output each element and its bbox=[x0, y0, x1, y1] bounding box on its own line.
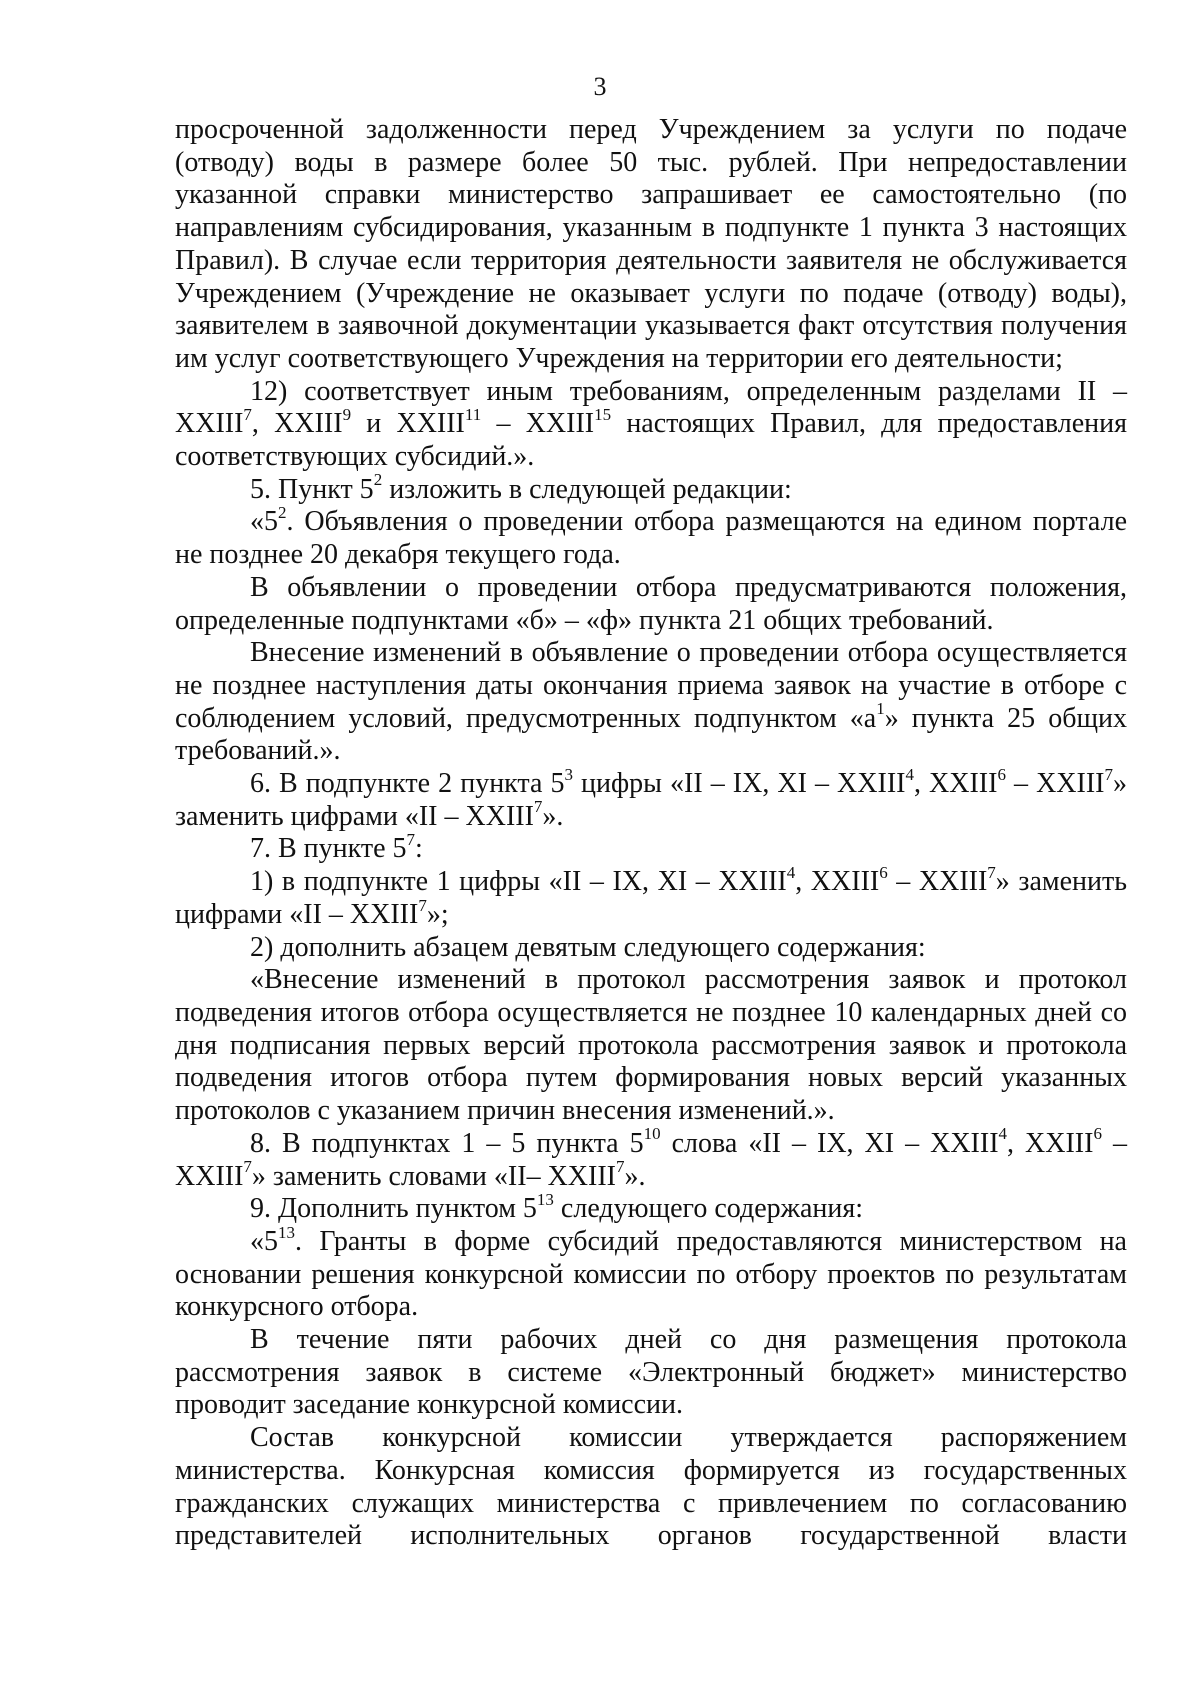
text-segment: просроченной задолженности перед Учреждением за услуги по подаче (отводу) воды в размере более 50 тыс. рублей. При непредоставлении указанной справки министерство запрашивает ее самостоятельно (по направлениям субсидирования, указанным в подпункте 1 пункта 3 настоящих Правил). В случае если территория деятельности заявителя не обслуживается Учреждением (Учреждение не оказывает услуги по подаче (отводу) воды), заявителем в заявочной документации указывается факт отсутствия получения им услуг соответствующего Учреждения на территории его деятельности; bbox=[175, 114, 1127, 374]
paragraph-p4 bbox=[175, 503, 1127, 571]
text-segment: 2) дополнить абзацем девятым следующего содержания: bbox=[250, 931, 926, 963]
superscript: 7 bbox=[243, 1157, 252, 1177]
text-segment: Состав конкурсной комиссии утверждается распоряжением министерства. Конкурсная комиссия формируется из государственных гражданских служащих министерства с привлечением по согласованию представителей исполнительных органов государственной власти bbox=[175, 1422, 1127, 1552]
paragraph-p10 bbox=[175, 932, 1127, 965]
superscript: 7 bbox=[406, 830, 416, 850]
text-segment: 7. В пункте 5 bbox=[250, 833, 407, 865]
superscript: 13 bbox=[278, 1222, 295, 1242]
page-number: 3 bbox=[593, 72, 607, 101]
text-segment: Внесение изменений в объявление о проведении отбора осуществляется не позднее наступления даты окончания приема заявок на участие в отборе с соблюдением условий, предусмотренных подпунктом «а bbox=[175, 637, 1127, 734]
superscript: 7 bbox=[987, 862, 996, 882]
text-segment: 5. Пункт 5 bbox=[250, 473, 374, 505]
text-segment: » заменить цифрами «II – XXIII bbox=[175, 768, 1128, 832]
text-segment: : bbox=[415, 833, 423, 865]
text-segment: » заменить словами «II– XXIII bbox=[251, 1160, 616, 1192]
text-segment: , XXIII bbox=[251, 408, 343, 440]
superscript: 2 bbox=[373, 470, 383, 490]
text-segment: »; bbox=[426, 898, 449, 930]
text-segment: цифры «II – IX, XI – XXIII bbox=[572, 768, 906, 800]
text-segment: изложить в следующей редакции: bbox=[382, 473, 792, 505]
superscript: 6 bbox=[997, 764, 1006, 784]
superscript: 7 bbox=[533, 797, 543, 817]
superscript: 7 bbox=[418, 895, 427, 915]
text-segment: » заменить цифрами «II – XXIII bbox=[175, 866, 1127, 930]
paragraph-p11 bbox=[175, 964, 1127, 1128]
paragraph-p2 bbox=[175, 376, 1127, 474]
text-segment: , XXIII bbox=[913, 768, 998, 800]
text-segment: ». bbox=[624, 1160, 646, 1192]
text-segment: » пункта 25 общих требований.». bbox=[175, 702, 1127, 767]
superscript: 6 bbox=[1093, 1124, 1102, 1144]
paragraph-p3 bbox=[175, 470, 1127, 507]
superscript: 7 bbox=[1104, 764, 1114, 784]
paragraph-p5 bbox=[175, 572, 1127, 637]
superscript: 13 bbox=[536, 1189, 554, 1209]
text-segment: 9. Дополнить пунктом 5 bbox=[250, 1193, 537, 1225]
text-segment: «Внесение изменений в протокол рассмотрения заявок и протокол подведения итогов отбора осуществляется не позднее 10 календарных дней со дня подписания первых версий протокола рассмотрения заявок и протокола подведения итогов отбора путем формирования новых версий указанных протоколов с указанием причин внесения изменений.». bbox=[175, 964, 1127, 1127]
text-segment: слова «II – IX, XI – XXIII bbox=[660, 1127, 999, 1159]
paragraph-p8 bbox=[175, 830, 1127, 866]
text-segment: «5 bbox=[250, 506, 278, 538]
text-segment: – XXIII bbox=[1005, 768, 1105, 800]
paragraph-p6 bbox=[175, 637, 1127, 768]
text-segment: 8. В подпунктах 1 – 5 пункта 5 bbox=[250, 1127, 644, 1159]
text-segment: ». bbox=[542, 800, 564, 832]
superscript: 6 bbox=[879, 862, 888, 882]
text-segment: – XXIII bbox=[175, 1127, 1127, 1192]
paragraph-p13 bbox=[175, 1189, 1127, 1226]
paragraph-p9 bbox=[175, 862, 1127, 931]
text-segment: – XXIII bbox=[887, 866, 988, 898]
text-segment: . Гранты в форме субсидий предоставляются министерством на основании решения конкурсной комиссии по отбору проектов по результатам конкурсного отбора. bbox=[175, 1225, 1127, 1323]
paragraph-p15 bbox=[175, 1324, 1127, 1422]
text-segment: и XXIII bbox=[351, 408, 465, 440]
text-segment: В течение пяти рабочих дней со дня размещения протокола рассмотрения заявок в системе «Электронный бюджет» министерство проводит заседание конкурсной комиссии. bbox=[175, 1324, 1127, 1421]
text-segment: 1) в подпункте 1 цифры «II – IX, XI – XXIII bbox=[250, 866, 787, 898]
paragraph-p14 bbox=[175, 1222, 1127, 1324]
superscript: 2 bbox=[278, 503, 287, 523]
text-segment: , XXIII bbox=[795, 866, 880, 898]
paragraph-p16 bbox=[175, 1422, 1127, 1553]
superscript: 4 bbox=[786, 862, 796, 882]
text-segment: следующего содержания: bbox=[553, 1193, 864, 1225]
superscript: 3 bbox=[564, 764, 573, 784]
text-segment: настоящих Правил, для предоставления соответствующих субсидий.». bbox=[175, 408, 1127, 473]
paragraph-p1 bbox=[175, 114, 1127, 376]
superscript: 10 bbox=[643, 1124, 661, 1144]
superscript: 11 bbox=[464, 405, 482, 424]
text-segment: . Объявления о проведении отбора размещаются на едином портале не позднее 20 декабря текущего года. bbox=[175, 506, 1127, 571]
text-segment: – XXIII bbox=[481, 408, 595, 440]
superscript: 1 bbox=[876, 699, 885, 719]
superscript: 7 bbox=[243, 405, 252, 424]
paragraph-p12 bbox=[175, 1124, 1127, 1193]
superscript: 15 bbox=[594, 405, 612, 424]
paragraph-p7 bbox=[175, 764, 1128, 833]
superscript: 4 bbox=[905, 764, 914, 784]
superscript: 7 bbox=[615, 1157, 625, 1177]
text-segment: В объявлении о проведении отбора предусматриваются положения, определенные подпунктами «б» – «ф» пункта 21 общих требований. bbox=[175, 571, 1127, 636]
document-body bbox=[175, 114, 1127, 1553]
text-segment: «5 bbox=[250, 1225, 278, 1257]
superscript: 4 bbox=[998, 1124, 1008, 1144]
superscript: 9 bbox=[342, 405, 352, 424]
text-segment: 12) соответствует иным требованиям, определенным разделами II – XXIII bbox=[175, 375, 1127, 440]
text-segment: , XXIII bbox=[1007, 1127, 1094, 1159]
text-segment: 6. В подпункте 2 пункта 5 bbox=[250, 768, 565, 800]
